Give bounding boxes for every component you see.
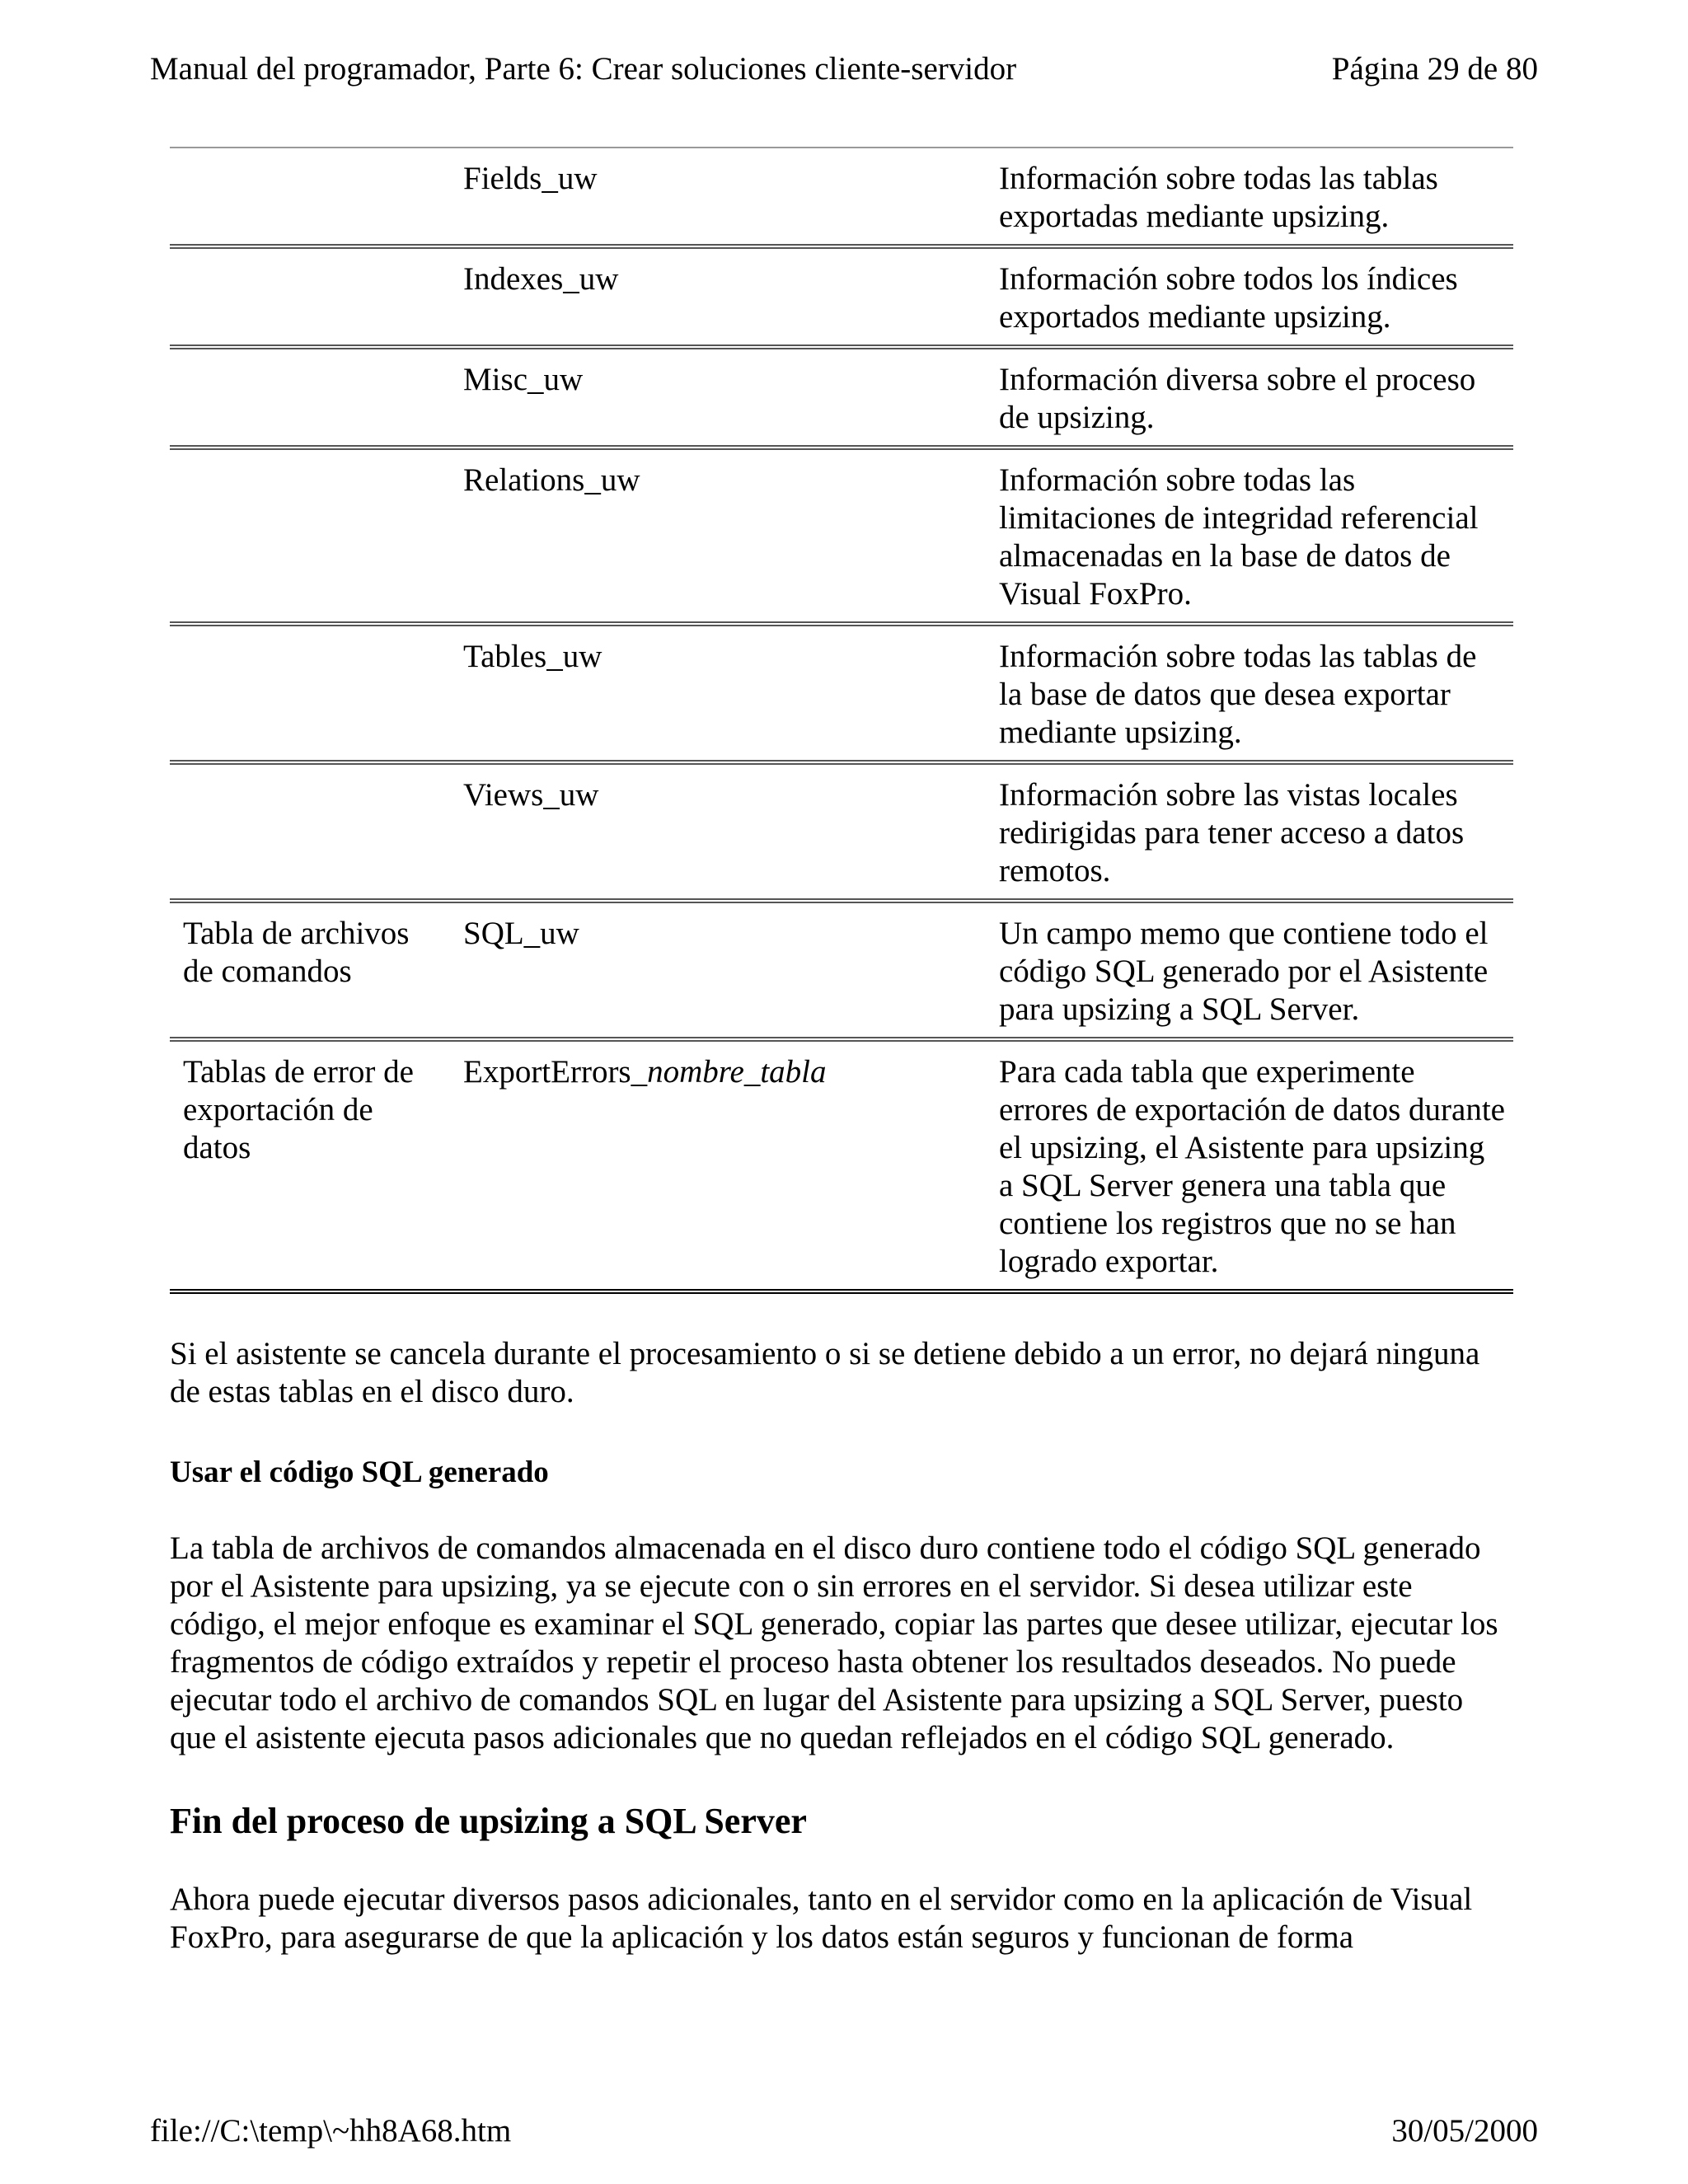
table-row xyxy=(170,246,1513,347)
table-name-cell: Views_uw xyxy=(450,762,986,901)
category-cell: Tabla de archivos de comandos xyxy=(170,901,450,1039)
page-number: Página 29 de 80 xyxy=(1331,51,1538,87)
file-path: file://C:\temp\~hh8A68.htm xyxy=(150,2113,512,2149)
table-row xyxy=(170,762,1513,901)
table-name-cell: SQL_uw xyxy=(450,901,986,1039)
description-cell: Información sobre todas las tablas exportadas mediante upsizing. xyxy=(999,161,1438,234)
upsizing-tables-table xyxy=(170,147,1513,1294)
table-name-cell: Misc_uw xyxy=(450,347,986,448)
description-cell: Un campo memo que contiene todo el código SQL generado por el Asistente para upsizing a SQL Server. xyxy=(986,901,1513,1039)
category-cell xyxy=(170,448,450,624)
next-steps-paragraph: Ahora puede ejecutar diversos pasos adicionales, tanto en el servidor como en la aplicación de Visual FoxPro, para asegurarse de que la aplicación y los datos están seguros y funcionan de forma xyxy=(170,1882,1473,1955)
table-name-cell: Indexes_uw xyxy=(450,246,986,347)
section-heading: Fin del proceso de upsizing a SQL Server xyxy=(170,1801,807,1841)
document-title: Manual del programador, Parte 6: Crear soluciones cliente-servidor xyxy=(150,51,1017,87)
table-name-prefix: ExportErrors_ xyxy=(463,1054,648,1090)
category-cell xyxy=(170,246,450,347)
table-name-placeholder: nombre_tabla xyxy=(647,1054,827,1090)
table-name-cell: Tables_uw xyxy=(450,624,986,762)
category-cell xyxy=(170,148,450,246)
description-cell: Información sobre todas las limitaciones de integridad referencial almacenadas en la base de datos de Visual FoxPro. xyxy=(986,448,1513,624)
category-cell xyxy=(170,347,450,448)
print-date: 30/05/2000 xyxy=(1391,2113,1538,2149)
table-row xyxy=(170,448,1513,624)
table-name-cell: Fields_uw xyxy=(463,161,598,196)
page-content xyxy=(170,147,1513,1957)
table-name-cell: Relations_uw xyxy=(450,448,986,624)
description-cell: Información sobre las vistas locales redirigidas para tener acceso a datos remotos. xyxy=(986,762,1513,901)
sql-code-paragraph: La tabla de archivos de comandos almacenada en el disco duro contiene todo el código SQL generado por el Asistente para upsizing, ya se ejecute con o sin errores en el servidor. Si desea utilizar este código, el mejor enfoque es examinar el SQL generado, copiar las partes que desee utilizar, ejecutar los fragmentos de código extraídos y repetir el proceso hasta obtener los resultados deseados. No puede ejecutar todo el archivo de comandos SQL en lugar del Asistente para upsizing a SQL Server, puesto que el asistente ejecuta pasos adicionales que no quedan reflejados en el código SQL generado. xyxy=(170,1530,1498,1755)
description-cell: Información sobre todos los índices exportados mediante upsizing. xyxy=(986,246,1513,347)
table-name-cell xyxy=(450,1039,986,1291)
cancel-note-paragraph: Si el asistente se cancela durante el procesamiento o si se detiene debido a un error, no dejará ninguna de estas tablas en el disco duro. xyxy=(170,1336,1480,1409)
page-footer xyxy=(150,2110,1538,2153)
category-cell xyxy=(170,624,450,762)
table-row xyxy=(170,901,1513,1039)
category-cell xyxy=(170,762,450,901)
table-row xyxy=(170,624,1513,762)
description-cell: Para cada tabla que experimente errores de exportación de datos durante el upsizing, el Asistente para upsizing a SQL Server genera una tabla que contiene los registros que no se han logrado exportar. xyxy=(986,1039,1513,1291)
table-row xyxy=(170,347,1513,448)
subsection-heading: Usar el código SQL generado xyxy=(170,1455,549,1489)
page-header xyxy=(150,48,1538,91)
table-row xyxy=(170,1039,1513,1291)
description-cell: Información diversa sobre el proceso de upsizing. xyxy=(986,347,1513,448)
description-cell: Información sobre todas las tablas de la base de datos que desea exportar mediante upsizing. xyxy=(986,624,1513,762)
table-row xyxy=(170,148,1513,246)
category-cell: Tablas de error de exportación de datos xyxy=(170,1039,450,1291)
